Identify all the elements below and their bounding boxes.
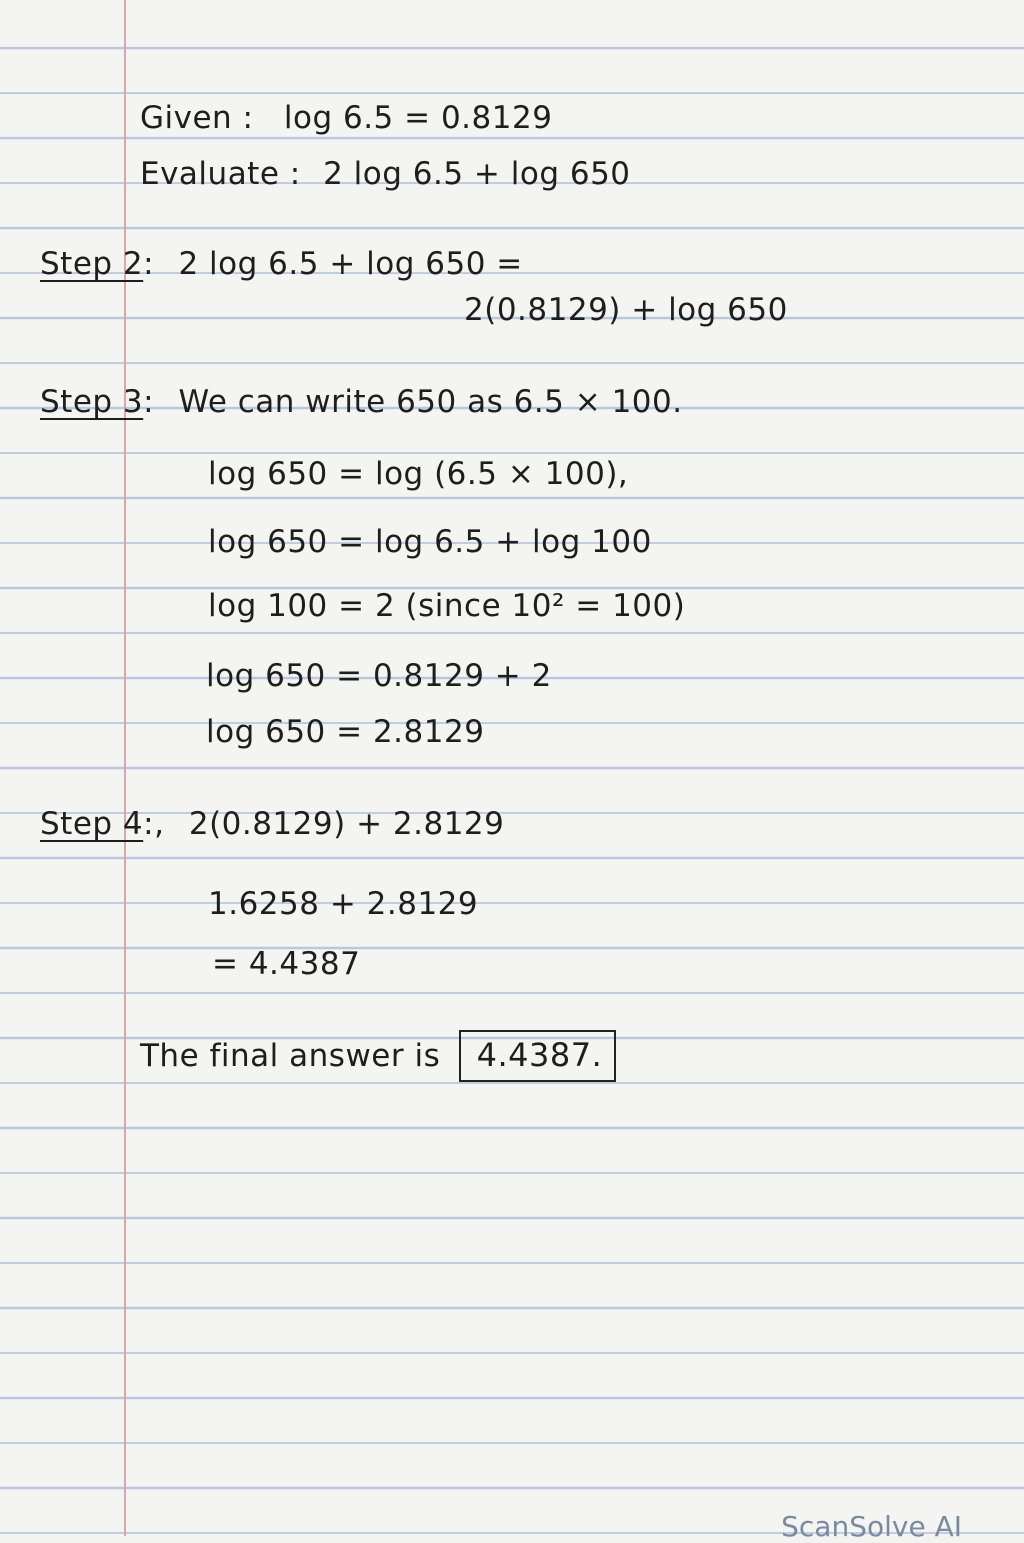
margin-line <box>124 0 126 1536</box>
step3-colon: : <box>143 384 155 420</box>
final-answer-line <box>140 1030 616 1082</box>
step4-colon: :, <box>143 806 165 842</box>
step2-expression: 2 log 6.5 + log 650 = <box>178 246 523 282</box>
given-line <box>140 100 552 136</box>
step3-line-5: log 650 = 2.8129 <box>206 714 485 750</box>
scansolve-watermark: ScanSolve AI <box>781 1510 962 1543</box>
step4-line-2: 1.6258 + 2.8129 <box>208 886 479 922</box>
final-answer-box: 4.4387. <box>459 1030 617 1082</box>
evaluate-line <box>140 156 631 192</box>
final-answer-text: The final answer is <box>140 1038 441 1074</box>
step3-intro: We can write 650 as 6.5 × 100. <box>178 384 683 420</box>
step3-line-4: log 650 = 0.8129 + 2 <box>206 658 552 694</box>
evaluate-label: Evaluate : <box>140 156 301 192</box>
step3-label: Step 3 <box>40 384 144 420</box>
step2-colon: : <box>143 246 155 282</box>
step3-line-3: log 100 = 2 (since 10² = 100) <box>208 588 686 624</box>
step4-line-1 <box>40 806 504 842</box>
evaluate-expression: 2 log 6.5 + log 650 <box>323 156 631 192</box>
given-expression: log 6.5 = 0.8129 <box>283 100 553 136</box>
step4-line-3: = 4.4387 <box>212 946 361 982</box>
step2-line-2: 2(0.8129) + log 650 <box>464 292 788 328</box>
step4-label: Step 4 <box>40 806 144 842</box>
step2-label: Step 2 <box>40 246 144 282</box>
step3-intro-line <box>40 384 683 420</box>
given-label: Given : <box>140 100 254 136</box>
step2-line-1 <box>40 246 523 282</box>
step3-line-2: log 650 = log 6.5 + log 100 <box>208 524 652 560</box>
step4-expression: 2(0.8129) + 2.8129 <box>188 806 505 842</box>
step3-line-1: log 650 = log (6.5 × 100), <box>208 456 629 492</box>
